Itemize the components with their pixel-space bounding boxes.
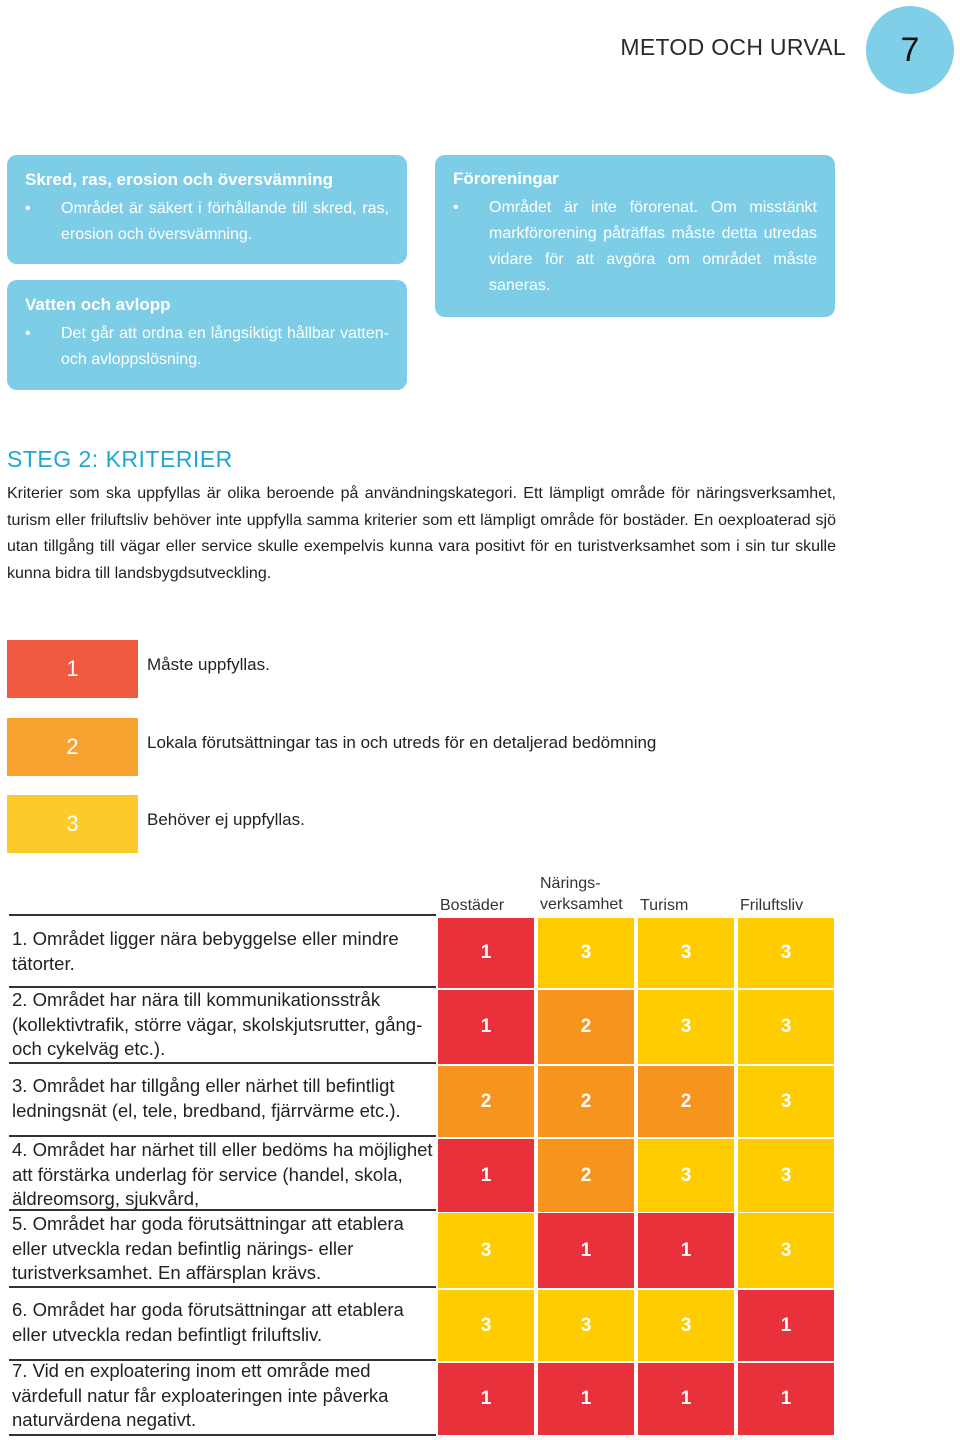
rating-cell: 3 xyxy=(438,1213,534,1288)
step-2-intro: Kriterier som ska uppfyllas är olika beroende på användningskategori. Ett lämpligt område för näringsverksamhet, turism eller friluftsliv behöver inte uppfylla samma kriterier som ett lämpligt område för bostäder. En oexploaterad sjö utan tillgång till vägar eller service skulle exempelvis kunna vara positivt för en turistverksamhet som i sin tur skulle kunna bidra till landsbygdsutveckling. xyxy=(7,485,836,582)
legend-level-swatch: 3 xyxy=(7,795,138,853)
rating-cell: 2 xyxy=(538,990,634,1064)
landslide-box xyxy=(7,155,407,264)
legend-description: Måste uppfyllas. xyxy=(147,655,270,674)
criterion-text: 7. Vid en exploatering inom ett område med värdefull natur får exploateringen inte påverka naturvärdena negativt. xyxy=(12,1360,389,1430)
rating-cell: 1 xyxy=(438,990,534,1064)
landslide-title: Skred, ras, erosion och översvämning xyxy=(25,170,334,189)
rating-cell: 1 xyxy=(438,1139,534,1212)
rating-cell: 1 xyxy=(438,1363,534,1435)
rating-cell: 1 xyxy=(738,1290,834,1361)
pollution-bullet: • Området är inte förorenat. Om misstänkt markförorening påträffas måste detta utredas vidare för att avgöra om området måste saneras. xyxy=(453,195,817,299)
column-header-friluftsliv: Friluftsliv xyxy=(740,897,804,914)
row-divider xyxy=(9,914,436,916)
rating-cell: 3 xyxy=(738,1213,834,1288)
column-header-naringsverksamhet xyxy=(540,873,623,915)
pollution-box xyxy=(435,155,835,317)
legend-level-swatch: 2 xyxy=(7,718,138,776)
legend-row xyxy=(7,640,707,698)
rating-cell: 3 xyxy=(638,1290,734,1361)
criterion-text: 2. Området har nära till kommunikationsstråk (kollektivtrafik, större vägar, skolskjutsrutter, gång- och cykelväg etc.). xyxy=(12,989,423,1059)
legend-description: Behöver ej uppfyllas. xyxy=(147,810,305,829)
legend-level-swatch: 1 xyxy=(7,640,138,698)
legend-row xyxy=(7,718,707,776)
rating-cell: 3 xyxy=(538,1290,634,1361)
water-title: Vatten och avlopp xyxy=(25,295,171,314)
page-number-badge: 7 xyxy=(866,6,954,94)
rating-cell: 2 xyxy=(438,1066,534,1137)
pollution-title: Föroreningar xyxy=(453,169,559,188)
rating-cell: 3 xyxy=(638,1139,734,1212)
rating-cell: 1 xyxy=(538,1213,634,1288)
rating-cell: 1 xyxy=(738,1363,834,1435)
rating-cell: 2 xyxy=(538,1066,634,1137)
criterion-text: 5. Området har goda förutsättningar att etablera eller utveckla redan befintlig närings- eller turistverksamhet. En affärsplan krävs. xyxy=(12,1213,404,1283)
rating-cell: 3 xyxy=(738,1066,834,1137)
column-header-naring-line1: Närings- xyxy=(540,875,601,892)
rating-cell: 3 xyxy=(738,990,834,1064)
row-divider xyxy=(9,1062,436,1064)
rating-cell: 3 xyxy=(638,990,734,1064)
legend-description: Lokala förutsättningar tas in och utreds för en detaljerad bedömning xyxy=(147,733,657,752)
section-header-title: METOD OCH URVAL xyxy=(620,34,846,60)
criterion-text: 6. Området har goda förutsättningar att etablera eller utveckla redan befintligt friluftsliv. xyxy=(12,1299,404,1345)
row-divider xyxy=(9,1434,436,1436)
rating-cell: 3 xyxy=(738,918,834,988)
rating-cell: 2 xyxy=(538,1139,634,1212)
row-divider xyxy=(9,1135,436,1137)
rating-cell: 3 xyxy=(738,1139,834,1212)
rating-cell: 3 xyxy=(538,918,634,988)
step-2-heading: STEG 2: KRITERIER xyxy=(7,446,233,472)
column-header-naring-line2: verksamhet xyxy=(540,896,623,913)
criterion-text: 3. Området har tillgång eller närhet till befintligt ledningsnät (el, tele, bredband, fjärrvärme etc.). xyxy=(12,1075,401,1121)
rating-cell: 1 xyxy=(438,918,534,988)
legend-row xyxy=(7,795,707,853)
rating-cell: 1 xyxy=(638,1213,734,1288)
water-box xyxy=(7,280,407,390)
rating-cell: 2 xyxy=(638,1066,734,1137)
row-divider xyxy=(9,1286,436,1288)
criterion-text: 1. Området ligger nära bebyggelse eller mindre tätorter. xyxy=(12,928,399,974)
rating-cell: 3 xyxy=(438,1290,534,1361)
column-header-bostader: Bostäder xyxy=(440,897,505,914)
column-header-turism: Turism xyxy=(640,897,689,914)
water-bullet: • Det går att ordna en långsiktigt hållbar vatten- och avloppslösning. xyxy=(25,321,389,373)
rating-cell: 1 xyxy=(638,1363,734,1435)
rating-cell: 1 xyxy=(538,1363,634,1435)
rating-cell: 3 xyxy=(638,918,734,988)
criterion-text: 4. Området har närhet till eller bedöms ha möjlighet att förstärka underlag för service (handel, skola, äldreomsorg, sjukvård, xyxy=(12,1139,433,1209)
landslide-bullet: • Området är säkert i förhållande till skred, ras, erosion och översvämning. xyxy=(25,196,389,248)
